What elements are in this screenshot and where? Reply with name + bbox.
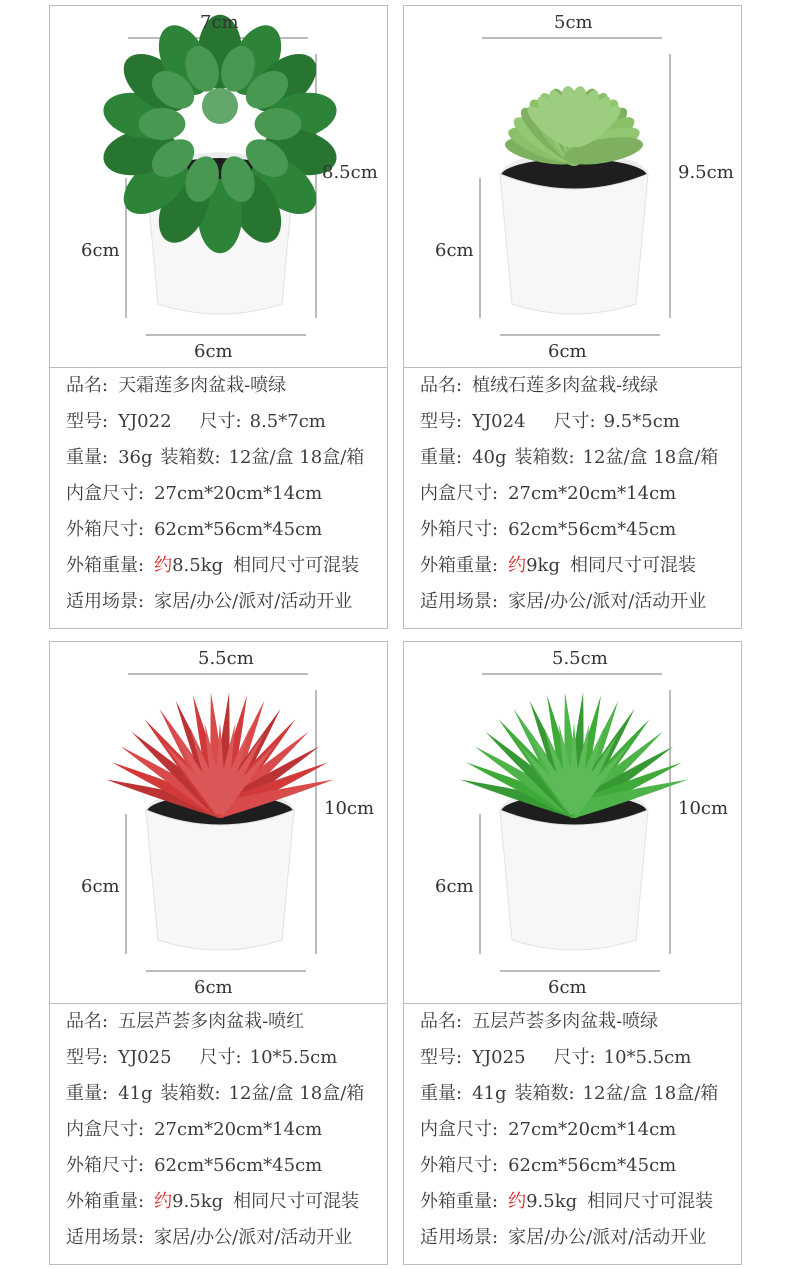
spec-inner-box: 内盒尺寸: 27cm*20cm*14cm	[66, 1119, 323, 1140]
spec-weight: 重量: 36g 装箱数: 12盆/盒 18盒/箱	[66, 447, 365, 468]
spec-inner-box: 内盒尺寸: 27cm*20cm*14cm	[66, 483, 323, 504]
top-width-label: 7cm	[200, 12, 239, 33]
bottom-width-label: 6cm	[194, 977, 233, 998]
bottom-width-label: 6cm	[548, 341, 587, 362]
pot-height-label: 6cm	[81, 240, 120, 261]
spec-outer-box: 外箱尺寸: 62cm*56cm*45cm	[66, 1155, 323, 1176]
spec-scene: 适用场景: 家居/办公/派对/活动开业	[66, 1227, 353, 1248]
leaf	[139, 108, 186, 140]
spec-scene: 适用场景: 家居/办公/派对/活动开业	[66, 591, 353, 612]
pot-height-label: 6cm	[435, 876, 474, 897]
spec-outer-box: 外箱尺寸: 62cm*56cm*45cm	[420, 1155, 677, 1176]
spec-inner-box: 内盒尺寸: 27cm*20cm*14cm	[420, 483, 677, 504]
white-pot	[500, 810, 648, 950]
spec-list	[66, 368, 381, 620]
plant-illustration	[404, 6, 741, 368]
spec-model: 型号: YJ022 尺寸: 8.5*7cm	[66, 411, 326, 432]
spec-list	[420, 368, 735, 620]
product-card	[403, 641, 742, 1265]
spec-model: 型号: YJ025 尺寸: 10*5.5cm	[66, 1047, 338, 1068]
pot-height-label: 6cm	[81, 876, 120, 897]
spec-outer-weight: 外箱重量: 约9.5kg 相同尺寸可混装	[420, 1191, 714, 1212]
top-width-label: 5cm	[554, 12, 593, 33]
top-width-label: 5.5cm	[552, 648, 608, 669]
spec-outer-weight: 外箱重量: 约9.5kg 相同尺寸可混装	[66, 1191, 360, 1212]
plant-illustration	[404, 642, 741, 1004]
product-card	[49, 5, 388, 629]
spec-name: 品名: 植绒石莲多肉盆栽-绒绿	[420, 375, 659, 396]
spec-scene: 适用场景: 家居/办公/派对/活动开业	[420, 591, 707, 612]
spec-outer-weight: 外箱重量: 约9kg 相同尺寸可混装	[420, 555, 696, 576]
spec-outer-weight: 外箱重量: 约8.5kg 相同尺寸可混装	[66, 555, 360, 576]
spec-name: 品名: 天霜莲多肉盆栽-喷绿	[66, 375, 287, 396]
spec-weight: 重量: 41g 装箱数: 12盆/盒 18盒/箱	[66, 1083, 365, 1104]
spec-model: 型号: YJ024 尺寸: 9.5*5cm	[420, 411, 680, 432]
total-height-label: 9.5cm	[678, 162, 734, 183]
product-card	[403, 5, 742, 629]
product-photo	[404, 642, 741, 1004]
spec-list	[420, 1004, 735, 1256]
spec-weight: 重量: 40g 装箱数: 12盆/盒 18盒/箱	[420, 447, 719, 468]
spec-list	[66, 1004, 381, 1256]
spec-name: 品名: 五层芦荟多肉盆栽-喷红	[66, 1011, 305, 1032]
spec-inner-box: 内盒尺寸: 27cm*20cm*14cm	[420, 1119, 677, 1140]
plant-illustration	[50, 642, 387, 1004]
bottom-width-label: 6cm	[194, 341, 233, 362]
spec-weight: 重量: 41g 装箱数: 12盆/盒 18盒/箱	[420, 1083, 719, 1104]
plant-illustration	[50, 6, 387, 368]
leaf	[255, 108, 302, 140]
pot-height-label: 6cm	[435, 240, 474, 261]
product-photo	[404, 6, 741, 368]
spec-name: 品名: 五层芦荟多肉盆栽-喷绿	[420, 1011, 659, 1032]
top-width-label: 5.5cm	[198, 648, 254, 669]
spec-outer-box: 外箱尺寸: 62cm*56cm*45cm	[420, 519, 677, 540]
total-height-label: 8.5cm	[322, 162, 378, 183]
spec-model: 型号: YJ025 尺寸: 10*5.5cm	[420, 1047, 692, 1068]
white-pot	[146, 810, 294, 950]
white-pot	[500, 174, 648, 314]
spec-outer-box: 外箱尺寸: 62cm*56cm*45cm	[66, 519, 323, 540]
product-photo	[50, 6, 387, 368]
product-card	[49, 641, 388, 1265]
spec-scene: 适用场景: 家居/办公/派对/活动开业	[420, 1227, 707, 1248]
bottom-width-label: 6cm	[548, 977, 587, 998]
product-photo	[50, 642, 387, 1004]
total-height-label: 10cm	[324, 798, 375, 819]
rosette-center	[202, 88, 238, 124]
total-height-label: 10cm	[678, 798, 729, 819]
